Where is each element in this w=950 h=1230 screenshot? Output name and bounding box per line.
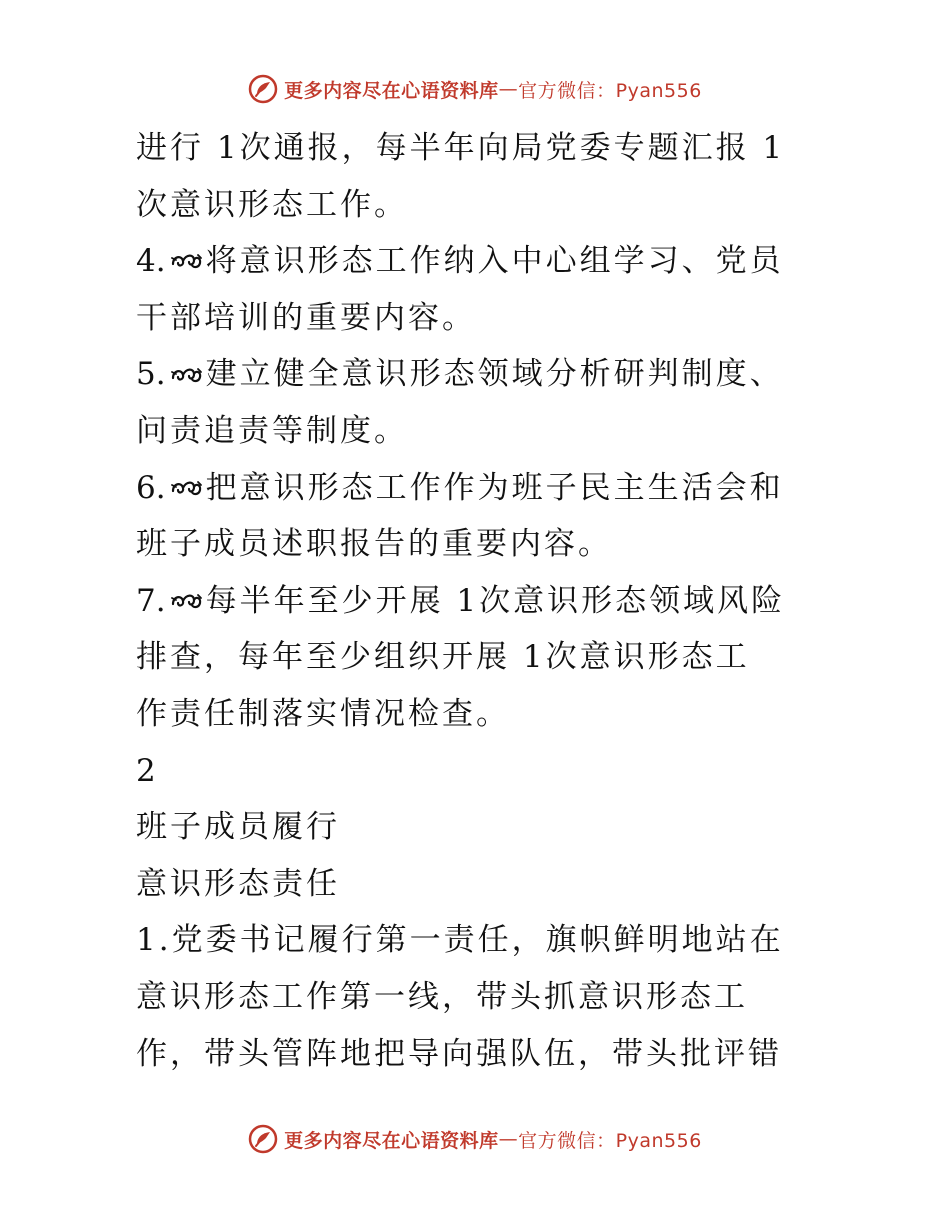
heart-pen-logo-icon [248, 1124, 278, 1154]
watermark-sub-text: 官方微信：Pyan556 [518, 79, 702, 102]
watermark-dash: — [498, 1128, 519, 1150]
text-line [136, 629, 836, 686]
line-text: 排查，每年至少组织开展 1次意识形态工 [136, 639, 750, 676]
line-text: 进行 1次通报，每半年向局党委专题汇报 1 [136, 130, 786, 166]
line-text: 2 [136, 752, 159, 789]
line-text: 意识形态工作第一线，带头抓意识形态工 [136, 978, 748, 1015]
line-text: 建立健全意识形态领域分析研判制度、 [205, 356, 784, 393]
list-number: 4. [136, 243, 166, 280]
line-text: 每半年至少开展 1次意识形态领域风险 [205, 582, 786, 619]
text-line [136, 177, 836, 234]
ornament-icon [170, 364, 204, 386]
text-line [136, 346, 836, 403]
watermark-main-text: 更多内容尽在心语资料库 [284, 1129, 499, 1152]
ornament-icon [170, 250, 204, 272]
text-line [136, 233, 836, 290]
text-line [136, 969, 836, 1026]
list-number: 5. [136, 356, 166, 393]
header-watermark [0, 74, 950, 104]
text-line [136, 403, 836, 460]
heart-pen-logo-icon [248, 74, 278, 104]
line-text: 次意识形态工作。 [136, 186, 408, 223]
text-line [136, 743, 836, 800]
line-text: 问责追责等制度。 [136, 412, 408, 449]
watermark-main-text: 更多内容尽在心语资料库 [284, 79, 499, 102]
ornament-icon [170, 590, 204, 612]
document-body [136, 120, 836, 1082]
text-line [136, 856, 836, 913]
line-text: 把意识形态工作作为班子民主生活会和 [205, 469, 784, 506]
text-line [136, 290, 836, 347]
text-line [136, 120, 836, 177]
line-text: 干部培训的重要内容。 [136, 299, 476, 336]
text-line [136, 1026, 836, 1083]
text-line [136, 516, 836, 573]
text-line [136, 912, 836, 969]
text-line [136, 686, 836, 743]
line-text: 将意识形态工作纳入中心组学习、党员 [205, 243, 784, 280]
line-text: 意识形态责任 [136, 865, 340, 902]
text-line [136, 799, 836, 856]
list-number: 7. [136, 582, 166, 619]
line-text: 班子成员述职报告的重要内容。 [136, 526, 612, 563]
line-text: 作责任制落实情况检查。 [136, 695, 510, 732]
ornament-icon [170, 477, 204, 499]
line-text: 1.党委书记履行第一责任，旗帜鲜明地站在 [136, 922, 784, 959]
line-text: 班子成员履行 [136, 809, 340, 846]
text-line [136, 573, 836, 630]
watermark-dash: — [498, 78, 519, 100]
watermark-sub-text: 官方微信：Pyan556 [518, 1129, 702, 1152]
line-text: 作，带头管阵地把导向强队伍，带头批评错 [136, 1035, 782, 1072]
text-line [136, 460, 836, 517]
footer-watermark [0, 1124, 950, 1154]
list-number: 6. [136, 469, 166, 506]
